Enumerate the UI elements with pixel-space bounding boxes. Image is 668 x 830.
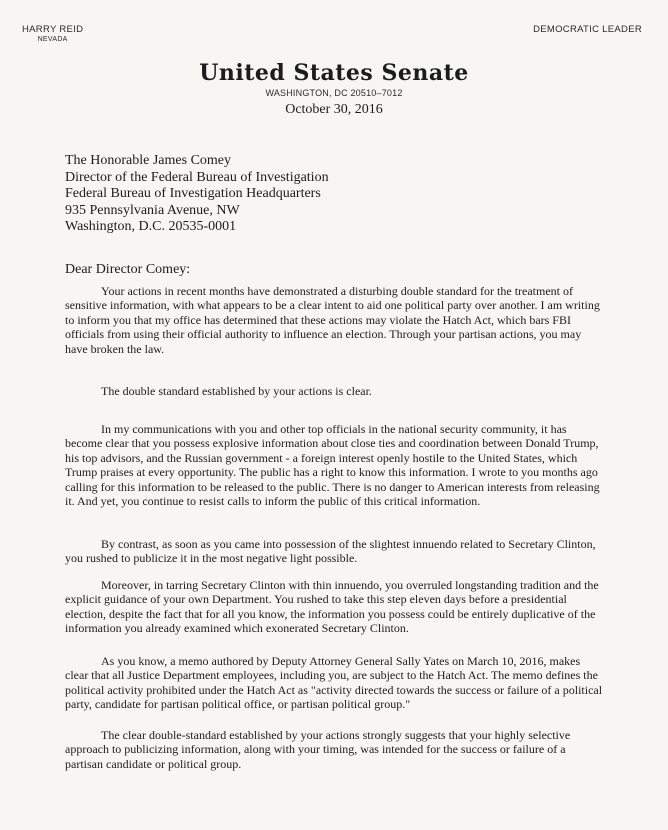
body-paragraph: The clear double-standard established by your actions strongly suggests that your highly selective approach to publicizing information, along with your timing, was intended for the success or failure of a partisan candidate or political group. <box>65 728 571 771</box>
recipient-line: Federal Bureau of Investigation Headquarters <box>65 186 321 201</box>
body-paragraph: In my communications with you and other top officials in the national security community, it has become clear that you possess explosive information about close ties and coordination between Donald Trump, his top advisors, and the Russian government - a foreign interest openly hostile to the United States, which Trump praises at every opportunity. The public has a right to know this information. I wrote to you months ago calling for this information to be released to the public. There is no danger to American interests from releasing it. And yet, you continue to resist calls to inform the public of this critical information. <box>65 422 600 509</box>
body-paragraph: The double standard established by your actions is clear. <box>101 384 372 398</box>
salutation: Dear Director Comey: <box>65 262 191 277</box>
senate-seal-text: United States Senate <box>199 60 469 86</box>
recipient-line: 935 Pennsylvania Avenue, NW <box>65 202 240 218</box>
leader-title: DEMOCRATIC LEADER <box>533 24 642 35</box>
letter-date: October 30, 2016 <box>285 102 383 117</box>
recipient-address <box>65 153 329 236</box>
masthead <box>0 60 668 118</box>
body-paragraph: Your actions in recent months have demonstrated a disturbing double standard for the treatment of sensitive information, with what appears to be a clear intent to aid one political party over another. I am writing to inform you that my office has determined that these actions may violate the Hatch Act, which bars FBI officials from using their official authority to influence an election. Through your partisan actions, you may have broken the law. <box>65 284 600 356</box>
body-paragraph: As you know, a memo authored by Deputy Attorney General Sally Yates on March 10, 2016, makes clear that all Justice Department employees, including you, are subject to the Hatch Act. The memo defines the political activity prohibited under the Hatch Act as "activity directed towards the success or failure of a political party, candidate for partisan political office, or partisan political group." <box>65 654 603 712</box>
body-paragraph: Moreover, in tarring Secretary Clinton with thin innuendo, you overruled longstanding tradition and the explicit guidance of your own Department. You rushed to take this step eleven days before a presidential election, despite the fact that for all you know, the information you possess could be entirely duplicative of the information you already examined which exonerated Secretary Clinton. <box>65 578 599 636</box>
senator-state: NEVADA <box>37 36 68 43</box>
senator-block <box>22 24 83 43</box>
senator-name: HARRY REID <box>22 24 84 35</box>
body-paragraph: By contrast, as soon as you came into possession of the slightest innuendo related to Secretary Clinton, you rushed to publicize it in the most negative light possible. <box>65 537 596 566</box>
letterhead-address: WASHINGTON, DC 20510–7012 <box>265 88 403 98</box>
recipient-line: Washington, D.C. 20535-0001 <box>65 219 237 234</box>
recipient-line: Director of the Federal Bureau of Investigation <box>65 169 329 185</box>
recipient-line: The Honorable James Comey <box>65 153 232 168</box>
